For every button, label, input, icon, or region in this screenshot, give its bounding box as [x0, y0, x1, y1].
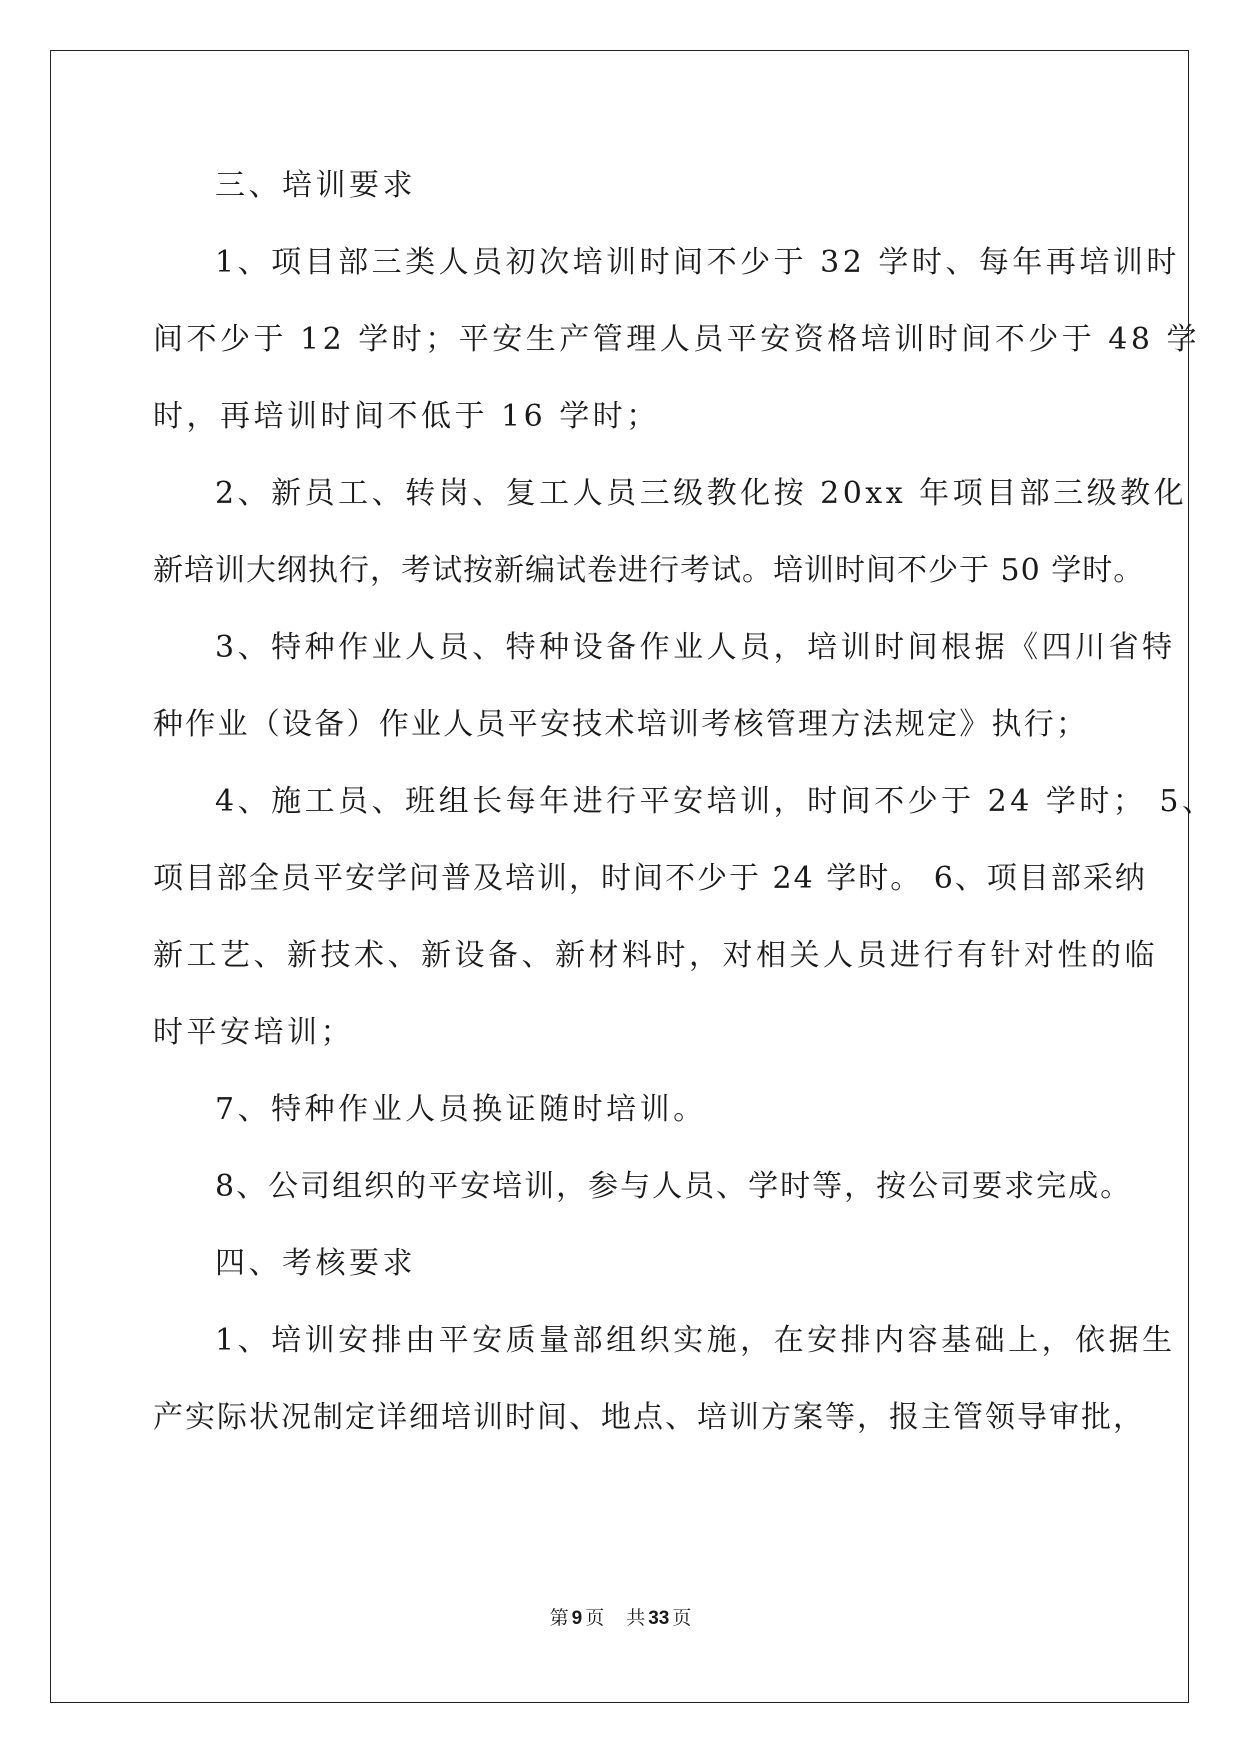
paragraph-line: 新工艺、新技术、新设备、新材料时，对相关人员进行有针对性的临	[153, 938, 1158, 973]
page-number: 9	[571, 1608, 583, 1629]
paragraph-line: 间不少于 12 学时；平安生产管理人员平安资格培训时间不少于 48 学	[153, 322, 1200, 357]
paragraph-line: 8、公司组织的平安培训，参与人员、学时等，按公司要求完成。	[215, 1169, 1133, 1204]
total-prefix: 共	[626, 1607, 646, 1629]
paragraph-line: 7、特种作业人员换证随时培训。	[215, 1092, 707, 1127]
paragraph-line: 时平安培训；	[153, 1015, 354, 1050]
page-prefix: 第	[549, 1607, 569, 1629]
paragraph-line: 3、特种作业人员、特种设备作业人员，培训时间根据《四川省特	[215, 630, 1176, 665]
paragraph-line: 4、施工员、班组长每年进行平安培训，时间不少于 24 学时； 5、	[215, 784, 1216, 819]
paragraph-line: 产实际状况制定详细培训时间、地点、培训方案等，报主管领导审批，	[153, 1400, 1145, 1435]
paragraph-line: 1、培训安排由平安质量部组织实施，在安排内容基础上，依据生	[215, 1323, 1176, 1358]
paragraph-line: 种作业（设备）作业人员平安技术培训考核管理方法规定》执行；	[153, 707, 1088, 742]
section-heading-assessment-requirements: 四、考核要求	[215, 1246, 416, 1281]
total-pages: 33	[648, 1608, 670, 1629]
paragraph-line: 时，再培训时间不低于 16 学时；	[153, 399, 660, 434]
page-suffix: 页	[585, 1607, 605, 1629]
paragraph-line: 1、项目部三类人员初次培训时间不少于 32 学时、每年再培训时	[215, 245, 1180, 280]
paragraph-line: 项目部全员平安学问普及培训，时间不少于 24 学时。 6、项目部采纳	[153, 861, 1147, 896]
page-footer	[0, 1606, 1241, 1631]
section-heading-training-requirements: 三、培训要求	[215, 168, 416, 203]
paragraph-line: 新培训大纲执行，考试按新编试卷进行考试。培训时间不少于 50 学时。	[153, 553, 1145, 588]
paragraph-line: 2、新员工、转岗、复工人员三级教化按 20xx 年项目部三级教化	[215, 476, 1188, 511]
total-suffix: 页	[672, 1607, 692, 1629]
